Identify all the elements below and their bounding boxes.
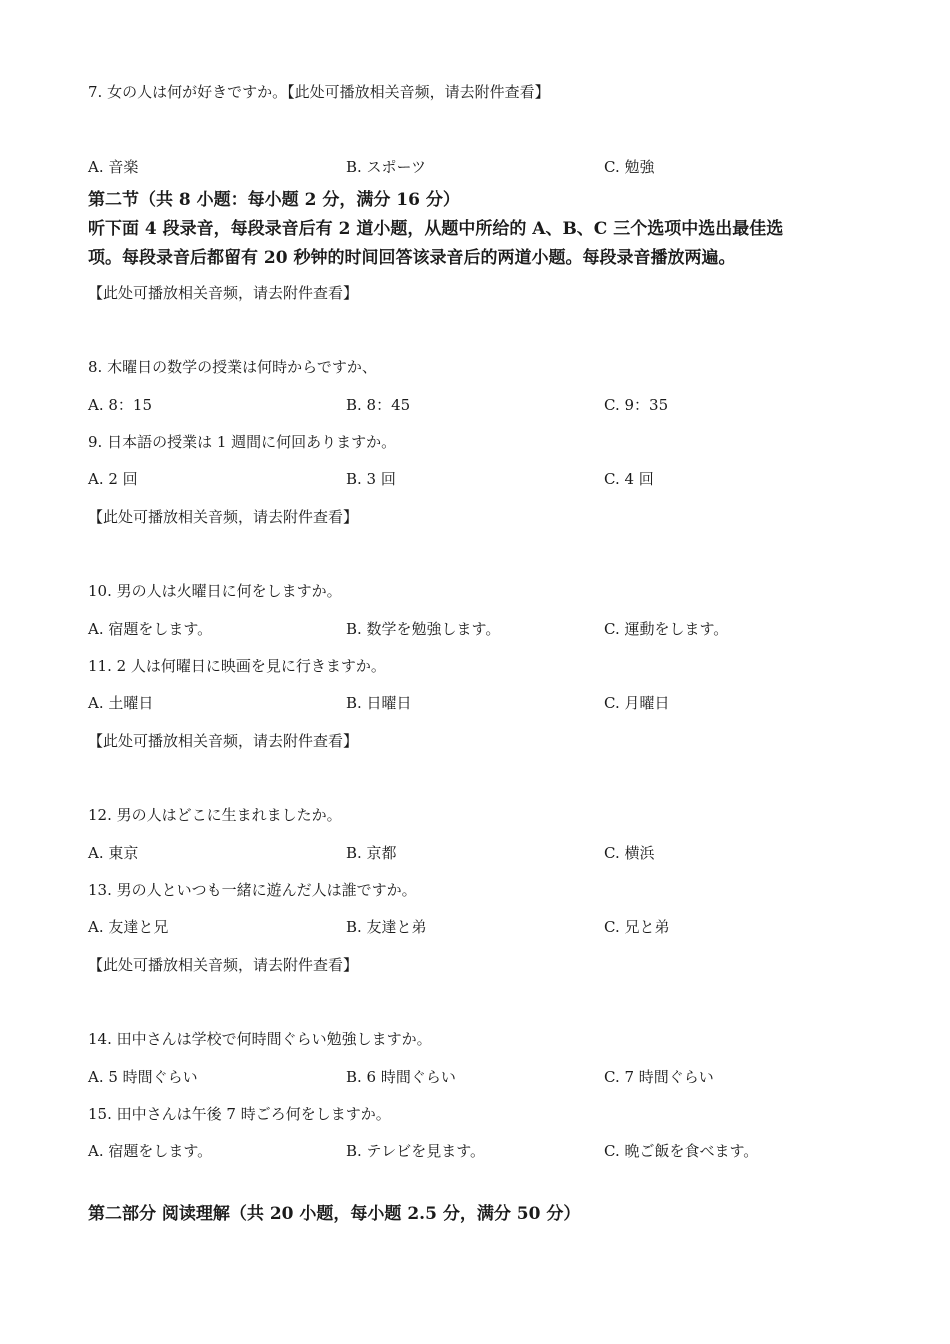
- option-13c: C. 兄と弟: [604, 918, 670, 936]
- option-15a: A. 宿題をします。: [88, 1142, 213, 1160]
- option-10c: C. 運動をします。: [604, 620, 729, 638]
- option-13a: A. 友達と兄: [88, 918, 169, 936]
- audio-note-4: 【此处可播放相关音频，请去附件查看】: [88, 956, 359, 974]
- question-7: 7. 女の人は何が好きですか。【此处可播放相关音频，请去附件查看】: [88, 83, 550, 101]
- option-9c: C. 4 回: [604, 470, 654, 488]
- option-14c: C. 7 時間ぐらい: [604, 1068, 714, 1086]
- options-15: [88, 1141, 868, 1161]
- options-8: [88, 395, 868, 415]
- section-2-title: 第二节（共 8 小题：每小题 2 分，满分 16 分）: [88, 190, 460, 210]
- option-12b: B. 京都: [346, 844, 397, 862]
- options-9: [88, 469, 868, 489]
- option-11c: C. 月曜日: [604, 694, 670, 712]
- option-14a: A. 5 時間ぐらい: [88, 1068, 198, 1086]
- question-13: 13. 男の人といつも一緒に遊んだ人は誰ですか。: [88, 881, 417, 899]
- options-13: [88, 917, 868, 937]
- option-15c: C. 晩ご飯を食べます。: [604, 1142, 759, 1160]
- options-14: [88, 1067, 868, 1087]
- option-11a: A. 土曜日: [88, 694, 154, 712]
- question-15: 15. 田中さんは午後 7 時ごろ何をしますか。: [88, 1105, 391, 1123]
- option-11b: B. 日曜日: [346, 694, 412, 712]
- question-8: 8. 木曜日の数学の授業は何時からですか、: [88, 358, 377, 376]
- option-7b: B. スポーツ: [346, 158, 426, 176]
- option-8c: C. 9：35: [604, 396, 669, 414]
- option-9b: B. 3 回: [346, 470, 396, 488]
- question-14: 14. 田中さんは学校で何時間ぐらい勉強しますか。: [88, 1030, 432, 1048]
- audio-note-1: 【此处可播放相关音频，请去附件查看】: [88, 284, 359, 302]
- option-8a: A. 8：15: [88, 396, 152, 414]
- options-11: [88, 693, 868, 713]
- section-2-instruction-2: 项。每段录音后都留有 20 秒钟的时间回答该录音后的两道小题。每段录音播放两遍。: [88, 248, 736, 268]
- section-2-instruction-1: 听下面 4 段录音，每段录音后有 2 道小题，从题中所给的 A、B、C 三个选项中选出最佳选: [88, 219, 784, 239]
- options-12: [88, 843, 868, 863]
- option-14b: B. 6 時間ぐらい: [346, 1068, 456, 1086]
- options-7: [88, 157, 868, 177]
- audio-note-2: 【此处可播放相关音频，请去附件查看】: [88, 508, 359, 526]
- option-9a: A. 2 回: [88, 470, 138, 488]
- question-12: 12. 男の人はどこに生まれましたか。: [88, 806, 342, 824]
- option-8b: B. 8：45: [346, 396, 411, 414]
- option-7a: A. 音楽: [88, 158, 139, 176]
- option-15b: B. テレビを見ます。: [346, 1142, 486, 1160]
- option-7c: C. 勉強: [604, 158, 655, 176]
- option-13b: B. 友達と弟: [346, 918, 427, 936]
- option-12a: A. 東京: [88, 844, 139, 862]
- question-10: 10. 男の人は火曜日に何をしますか。: [88, 582, 342, 600]
- options-10: [88, 619, 868, 639]
- option-10b: B. 数学を勉強します。: [346, 620, 501, 638]
- question-9: 9. 日本語の授業は 1 週間に何回ありますか。: [88, 433, 397, 451]
- question-11: 11. 2 人は何曜日に映画を見に行きますか。: [88, 657, 386, 675]
- audio-note-3: 【此处可播放相关音频，请去附件查看】: [88, 732, 359, 750]
- option-12c: C. 横浜: [604, 844, 655, 862]
- part-2-title: 第二部分 阅读理解（共 20 小题，每小题 2.5 分，满分 50 分）: [88, 1204, 581, 1224]
- option-10a: A. 宿題をします。: [88, 620, 213, 638]
